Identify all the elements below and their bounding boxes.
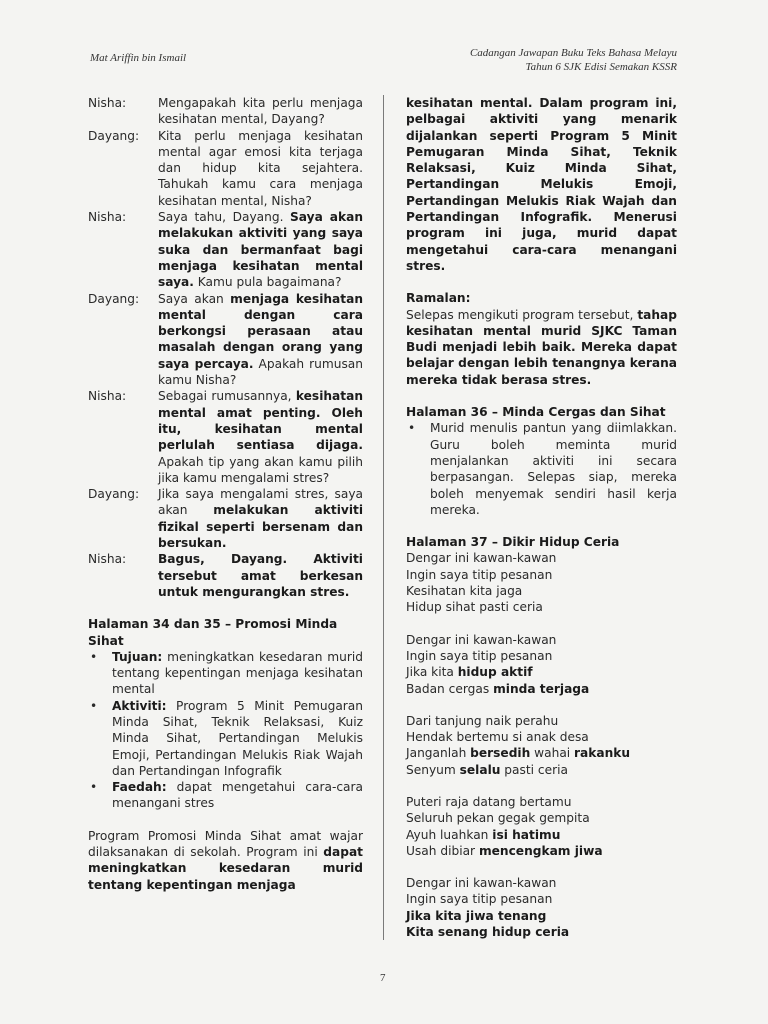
speaker: Dayang: [88,128,140,143]
bullet-icon: • [90,698,98,713]
speaker: Nisha: [88,210,127,225]
dialogue-text: Mengapakah kita perlu menjaga kesihatan mental, Dayang? [158,96,363,127]
dikir-stanza [406,794,677,859]
dikir-stanza [406,875,677,940]
dialogue-line [88,551,363,600]
column-divider [383,95,384,940]
verse-line: Ingin saya titip pesanan [406,567,553,582]
dialogue-text: Saya akan menjaga kesihatan mental dengan cara berkongsi perasaan atau masalah dengan orang yang saya percaya. Apakah rumusan kamu Nisha? [158,291,364,388]
verse-line: Ayuh luahkan isi hatimu [406,827,561,842]
verse-line: Puteri raja datang bertamu [406,794,572,809]
speaker: Nisha: [88,552,127,567]
verse-line: Dengar ini kawan-kawan [406,551,557,566]
bullet-icon: • [408,421,416,436]
promosi-paragraph-continued: kesihatan mental. Dalam program ini, pelbagai aktiviti yang menarik dijalankan seperti Program 5 Minit Pemugaran Minda Sihat, Teknik Relaksasi, Kuiz Minda Sihat, Pertandingan Melukis Emoji, Pertandingan Melukis Riak Wajah dan Pertandingan Infografik. Menerusi program ini juga, murid dapat mengetahui cara-cara menangani stres. [406,96,677,273]
dialogue-line [88,486,363,551]
bullet-icon: • [90,780,98,795]
verse-line: Dari tanjung naik perahu [406,713,559,728]
verse-line: Kita senang hidup ceria [406,925,570,940]
dialogue-text: Jika saya mengalami stres, saya akan melakukan aktiviti fizikal seperti bersenam dan bersukan. [158,487,363,551]
dikir-stanza [406,713,677,778]
header-title-line2: Tahun 6 SJK Edisi Semakan KSSR [525,61,677,73]
section-title-promosi: Halaman 34 dan 35 – Promosi Minda Sihat [88,617,338,648]
dialogue-line [88,291,363,389]
dialogue-line [88,388,363,486]
dikir-stanza [406,632,677,697]
dialogue-line [88,128,363,209]
verse-line: Seluruh pekan gegak gempita [406,811,590,826]
verse-line: Ingin saya titip pesanan [406,648,553,663]
right-column [406,95,677,940]
page-number: 7 [380,972,386,984]
list-item: • Murid menulis pantun yang diimlakkan. Guru boleh meminta murid menjalankan aktiviti ini secara berpasangan. Selepas siap, mereka boleh menyemak sendiri hasil kerja mereka. [408,421,677,517]
section-title-dikir: Halaman 37 – Dikir Hidup Ceria [406,535,620,550]
verse-line: Badan cergas minda terjaga [406,681,590,696]
bullet-icon: • [90,649,98,664]
list-item: • Aktiviti: Program 5 Minit Pemugaran Minda Sihat, Teknik Relaksasi, Kuiz Minda Sihat, Pertandingan Melukis Emoji, Pertandingan Melukis Riak Wajah dan Pertandingan Infografik [90,698,363,778]
dialogue-line [88,209,363,290]
dialogue-text: Kita perlu menjaga kesihatan mental agar emosi kita terjaga dan hidup kita sejahtera. Tahukah kamu cara menjaga kesihatan mental, Nisha? [158,128,363,208]
section-title-minda-cergas: Halaman 36 – Minda Cergas dan Sihat [406,405,666,420]
minda-cergas-bullets [406,420,677,518]
promosi-bullets [88,649,363,812]
dialogue-text: Sebagai rumusannya, kesihatan mental amat penting. Oleh itu, kesihatan mental perlulah sentiasa dijaga. Apakah tip yang akan kamu pilih jika kamu mengalami stres? [158,389,363,485]
verse-line: Usah dibiar mencengkam jiwa [406,843,603,858]
verse-line: Hendak bertemu si anak desa [406,730,589,745]
dikir-stanza [406,550,677,615]
verse-line: Hidup sihat pasti ceria [406,600,543,615]
speaker: Dayang: [88,291,140,306]
speaker: Dayang: [88,487,140,502]
promosi-paragraph: Program Promosi Minda Sihat amat wajar dilaksanakan di sekolah. Program ini dapat meningkatkan kesedaran murid tentang kepentingan menjaga [88,828,363,892]
dialogue-text: Bagus, Dayang. Aktiviti tersebut amat berkesan untuk mengurangkan stres. [158,552,363,599]
dialogue [88,95,363,600]
verse-line: Kesihatan kita jaga [406,584,523,599]
verse-line: Dengar ini kawan-kawan [406,632,557,647]
header-author: Mat Ariffin bin Ismail [90,52,187,64]
verse-line: Jika kita hidup aktif [406,665,533,680]
dialogue-text: Saya tahu, Dayang. Saya akan melakukan aktiviti yang saya suka dan bermanfaat bagi menjaga kesihatan mental saya. Kamu pula bagaimana? [158,210,363,290]
speaker: Nisha: [88,96,127,110]
ramalan-paragraph: Selepas mengikuti program tersebut, tahap kesihatan mental murid SJKC Taman Budi menjadi lebih baik. Mereka dapat belajar dengan lebih tenangnya kerana mereka tidak berasa stres. [406,307,677,387]
verse-line: Senyum selalu pasti ceria [406,762,568,777]
left-column [88,95,363,893]
verse-line: Janganlah bersedih wahai rakanku [406,746,631,761]
verse-line: Dengar ini kawan-kawan [406,876,557,891]
header-book-title [470,46,677,74]
header-title-line1: Cadangan Jawapan Buku Teks Bahasa Melayu [469,47,677,59]
dialogue-line [88,95,363,128]
speaker: Nisha: [88,389,127,404]
list-item: • Faedah: dapat mengetahui cara-cara menangani stres [90,780,363,811]
list-item: • Tujuan: meningkatkan kesedaran murid tentang kepentingan menjaga kesihatan mental [90,649,363,697]
verse-line: Jika kita jiwa tenang [406,908,547,923]
verse-line: Ingin saya titip pesanan [406,892,553,907]
section-title-ramalan: Ramalan: [406,291,471,306]
